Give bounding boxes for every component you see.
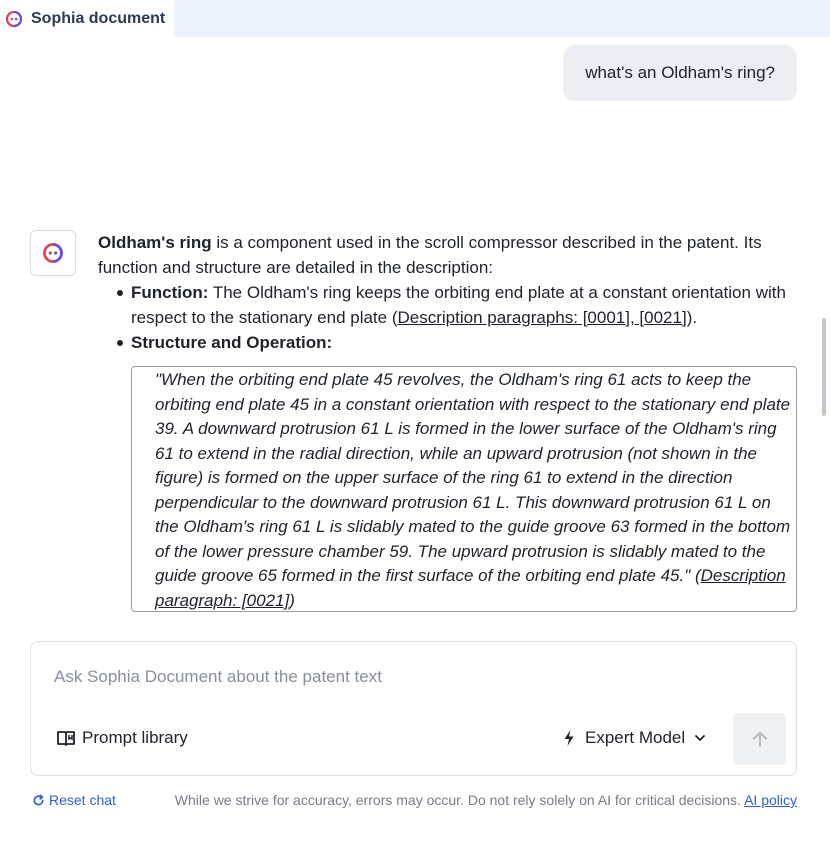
answer-lead-term: Oldham's ring bbox=[98, 233, 212, 252]
ai-disclaimer bbox=[175, 792, 797, 808]
model-label: Expert Model bbox=[585, 728, 686, 747]
prompt-library-label: Prompt library bbox=[82, 728, 188, 747]
disclaimer-text: While we strive for accuracy, errors may occur. Do not rely solely on AI for critical decisions. bbox=[174, 792, 745, 808]
top-bar bbox=[0, 0, 830, 37]
patent-quote-box[interactable] bbox=[131, 366, 797, 612]
bullet-structure bbox=[116, 330, 806, 355]
reset-chat-label: Reset chat bbox=[49, 792, 116, 808]
tab-title: Sophia document bbox=[31, 9, 166, 27]
arrow-up-icon bbox=[751, 730, 769, 748]
bullet-function bbox=[116, 280, 806, 330]
answer-lead-text: is a component used in the scroll compressor described in the patent. Its function and structure are detailed in the description: bbox=[98, 233, 762, 277]
assistant-avatar bbox=[30, 230, 76, 276]
prompt-library-button[interactable] bbox=[56, 728, 188, 748]
ai-policy-link[interactable]: AI policy bbox=[744, 792, 797, 808]
chevron-down-icon bbox=[694, 732, 706, 744]
user-message-text: what's an Oldham's ring? bbox=[585, 63, 775, 82]
user-message-bubble bbox=[563, 45, 797, 101]
quote-reference-link[interactable]: Description paragraph: [0021] bbox=[155, 566, 786, 610]
chat-input[interactable]: Ask Sophia Document about the patent text bbox=[54, 667, 382, 686]
assistant-answer-intro bbox=[98, 231, 798, 280]
bullet-function-label: Function: bbox=[131, 283, 209, 302]
send-button[interactable] bbox=[733, 713, 786, 765]
description-reference-link[interactable]: Description paragraphs: [0001], [0021] bbox=[397, 308, 687, 327]
chat-scrollbar-thumb[interactable] bbox=[822, 318, 826, 416]
model-selector[interactable] bbox=[563, 728, 706, 748]
sophia-logo-icon bbox=[42, 242, 64, 264]
bullet-function-suffix: ). bbox=[686, 308, 698, 327]
patent-quote-suffix: ) bbox=[289, 590, 295, 610]
bullet-function-text: The Oldham's ring keeps the orbiting end plate at a constant orientation with respect to the stationary end plate ( bbox=[131, 283, 786, 327]
answer-bullet-list bbox=[116, 280, 806, 355]
chat-input-card bbox=[30, 641, 797, 776]
bullet-structure-label: Structure and Operation: bbox=[131, 333, 333, 352]
refresh-icon bbox=[32, 794, 45, 807]
patent-quote-text: "When the orbiting end plate 45 revolves, the Oldham's ring 61 acts to keep the orbiting end plate 45 in a constant orientation with respect to the stationary end plate 39. A downward protrusion 61 L is formed in the lower surface of the Oldham's ring 61 to extend in the radial direction, while an upward protrusion (not shown in the figure) is formed on the upper surface of the ring 61 to extend in the direction perpendicular to the downward protrusion 61 L. This downward protrusion 61 L on the Oldham's ring 61 L is slidably mated to the guide groove 63 formed in the bottom of the lower pressure chamber 59. The upward protrusion is slidably mated to the guide groove 65 formed in the first surface of the orbiting end plate 45." ( bbox=[155, 370, 791, 585]
book-icon bbox=[56, 729, 76, 747]
reset-chat-button[interactable] bbox=[32, 792, 116, 808]
bolt-icon bbox=[563, 729, 575, 747]
sophia-logo-icon bbox=[5, 10, 23, 28]
document-tab[interactable] bbox=[0, 0, 174, 37]
